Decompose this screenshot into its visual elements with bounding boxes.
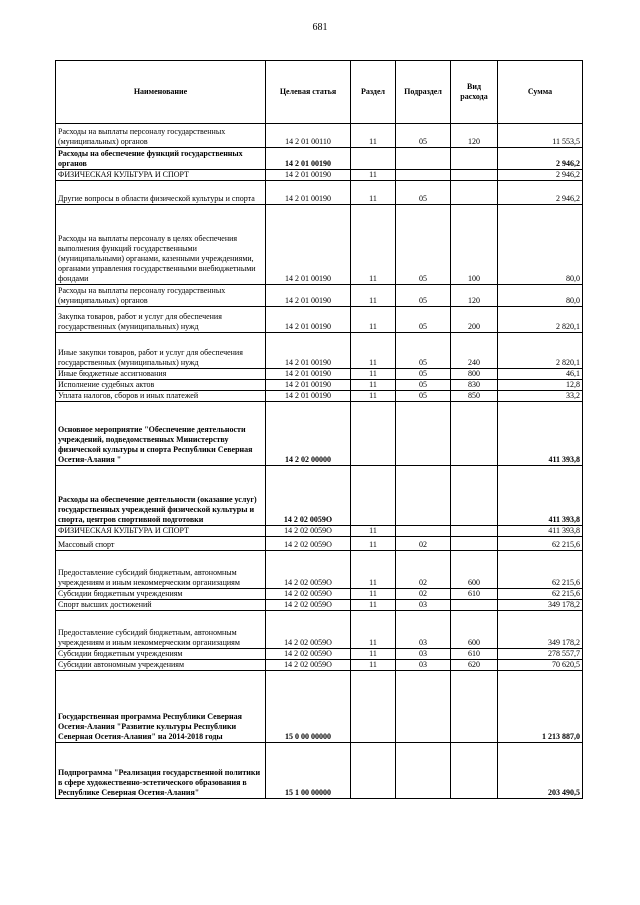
cell-subsection: 05	[396, 285, 451, 307]
cell-amount: 349 178,2	[498, 600, 583, 611]
cell-amount: 1 213 887,0	[498, 671, 583, 743]
table-header-row	[56, 61, 583, 124]
header-subsection: Подраздел	[396, 61, 451, 124]
cell-amount: 349 178,2	[498, 611, 583, 649]
cell-subsection: 05	[396, 369, 451, 380]
cell-name: Иные закупки товаров, работ и услуг для обеспечения государственных (муниципальных) нужд	[56, 333, 266, 369]
cell-section	[351, 671, 396, 743]
cell-target: 14 2 01 00190	[266, 205, 351, 285]
cell-expense-type	[451, 537, 498, 551]
cell-target: 14 2 01 00190	[266, 333, 351, 369]
cell-name: Субсидии бюджетным учреждениям	[56, 649, 266, 660]
cell-target: 14 2 01 00110	[266, 124, 351, 148]
cell-name: ФИЗИЧЕСКАЯ КУЛЬТУРА И СПОРТ	[56, 170, 266, 181]
cell-amount: 411 393,8	[498, 526, 583, 537]
cell-expense-type: 800	[451, 369, 498, 380]
cell-section	[351, 743, 396, 799]
cell-name: Массовый спорт	[56, 537, 266, 551]
cell-expense-type	[451, 466, 498, 526]
cell-amount: 46,1	[498, 369, 583, 380]
cell-expense-type	[451, 743, 498, 799]
cell-name: Спорт высших достижений	[56, 600, 266, 611]
cell-name: Исполнение судебных актов	[56, 380, 266, 391]
table-row	[56, 526, 583, 537]
cell-amount: 2 820,1	[498, 307, 583, 333]
header-amount: Сумма	[498, 61, 583, 124]
cell-expense-type: 100	[451, 205, 498, 285]
cell-section: 11	[351, 380, 396, 391]
table-row	[56, 402, 583, 466]
page-number: 681	[312, 22, 328, 33]
cell-subsection: 05	[396, 181, 451, 205]
cell-subsection: 03	[396, 611, 451, 649]
table-row	[56, 307, 583, 333]
table-row	[56, 589, 583, 600]
cell-section: 11	[351, 285, 396, 307]
cell-name: Предоставление субсидий бюджетным, автономным учреждениям и иным некоммерческим организациям	[56, 551, 266, 589]
cell-target: 15 1 00 00000	[266, 743, 351, 799]
table-row	[56, 551, 583, 589]
cell-amount: 80,0	[498, 205, 583, 285]
cell-section	[351, 466, 396, 526]
cell-amount: 11 553,5	[498, 124, 583, 148]
cell-section: 11	[351, 649, 396, 660]
cell-expense-type	[451, 402, 498, 466]
cell-section: 11	[351, 333, 396, 369]
cell-target: 14 2 02 0059О	[266, 649, 351, 660]
cell-section: 11	[351, 369, 396, 380]
cell-section: 11	[351, 589, 396, 600]
cell-subsection	[396, 526, 451, 537]
cell-subsection	[396, 671, 451, 743]
table-row	[56, 369, 583, 380]
cell-subsection: 03	[396, 600, 451, 611]
cell-target: 14 2 01 00190	[266, 380, 351, 391]
table-row	[56, 466, 583, 526]
cell-amount: 70 620,5	[498, 660, 583, 671]
cell-amount: 411 393,8	[498, 466, 583, 526]
table-row	[56, 600, 583, 611]
cell-target: 14 2 02 0059О	[266, 660, 351, 671]
cell-name: Государственная программа Республики Северная Осетия-Алания "Развитие культуры Республики Северная Осетия-Алания" на 2014-2018 годы	[56, 671, 266, 743]
cell-target: 14 2 02 0059О	[266, 466, 351, 526]
table-row	[56, 611, 583, 649]
cell-section: 11	[351, 537, 396, 551]
cell-name: ФИЗИЧЕСКАЯ КУЛЬТУРА И СПОРТ	[56, 526, 266, 537]
cell-name: Основное мероприятие "Обеспечение деятельности учреждений, подведомственных Министерству физической культуры и спорта Республики Северная Осетия-Алания "	[56, 402, 266, 466]
cell-target: 14 2 01 00190	[266, 391, 351, 402]
cell-expense-type	[451, 181, 498, 205]
cell-subsection: 05	[396, 307, 451, 333]
cell-amount: 278 557,7	[498, 649, 583, 660]
cell-section: 11	[351, 124, 396, 148]
cell-expense-type: 610	[451, 649, 498, 660]
cell-expense-type	[451, 148, 498, 170]
cell-section: 11	[351, 611, 396, 649]
table-row	[56, 671, 583, 743]
cell-subsection: 05	[396, 124, 451, 148]
cell-expense-type: 850	[451, 391, 498, 402]
cell-expense-type: 120	[451, 124, 498, 148]
cell-amount: 12,8	[498, 380, 583, 391]
cell-name: Расходы на обеспечение деятельности (оказание услуг) государственных учреждений физической культуры и спорта, центров спортивной подготовки	[56, 466, 266, 526]
cell-section: 11	[351, 181, 396, 205]
cell-name: Предоставление субсидий бюджетным, автономным учреждениям и иным некоммерческим организациям	[56, 611, 266, 649]
cell-section: 11	[351, 391, 396, 402]
table-row	[56, 537, 583, 551]
cell-name: Иные бюджетные ассигнования	[56, 369, 266, 380]
cell-name: Расходы на выплаты персоналу государственных (муниципальных) органов	[56, 285, 266, 307]
cell-amount: 62 215,6	[498, 551, 583, 589]
cell-target: 14 2 01 00190	[266, 181, 351, 205]
cell-name: Другие вопросы в области физической культуры и спорта	[56, 181, 266, 205]
cell-subsection	[396, 170, 451, 181]
cell-subsection: 02	[396, 551, 451, 589]
cell-amount: 2 820,1	[498, 333, 583, 369]
table-row	[56, 170, 583, 181]
cell-amount: 203 490,5	[498, 743, 583, 799]
table-row	[56, 660, 583, 671]
cell-target: 14 2 01 00190	[266, 285, 351, 307]
cell-section: 11	[351, 551, 396, 589]
cell-target: 14 2 01 00190	[266, 148, 351, 170]
cell-name: Расходы на выплаты персоналу государственных (муниципальных) органов	[56, 124, 266, 148]
cell-expense-type: 600	[451, 551, 498, 589]
cell-expense-type	[451, 600, 498, 611]
cell-expense-type: 600	[451, 611, 498, 649]
cell-expense-type: 830	[451, 380, 498, 391]
table-row	[56, 333, 583, 369]
cell-subsection: 05	[396, 333, 451, 369]
cell-name: Уплата налогов, сборов и иных платежей	[56, 391, 266, 402]
cell-name: Расходы на выплаты персоналу в целях обеспечения выполнения функций государственными (муниципальными) органами, казенными учреждениями, органами управления государственными внебюджетными фондами	[56, 205, 266, 285]
cell-subsection: 03	[396, 649, 451, 660]
table-row	[56, 391, 583, 402]
cell-target: 14 2 01 00190	[266, 307, 351, 333]
cell-target: 14 2 02 0059О	[266, 589, 351, 600]
cell-amount: 62 215,6	[498, 589, 583, 600]
cell-name: Расходы на обеспечение функций государственных органов	[56, 148, 266, 170]
cell-target: 15 0 00 00000	[266, 671, 351, 743]
header-section: Раздел	[351, 61, 396, 124]
cell-target: 14 2 02 0059О	[266, 537, 351, 551]
cell-subsection	[396, 148, 451, 170]
cell-target: 14 2 02 0059О	[266, 611, 351, 649]
cell-expense-type	[451, 526, 498, 537]
cell-name: Субсидии бюджетным учреждениям	[56, 589, 266, 600]
table-row	[56, 743, 583, 799]
cell-subsection: 05	[396, 205, 451, 285]
cell-subsection: 05	[396, 391, 451, 402]
cell-section: 11	[351, 600, 396, 611]
cell-subsection: 02	[396, 537, 451, 551]
cell-expense-type: 120	[451, 285, 498, 307]
cell-subsection: 05	[396, 380, 451, 391]
cell-expense-type: 200	[451, 307, 498, 333]
cell-amount: 2 946,2	[498, 148, 583, 170]
cell-amount: 411 393,8	[498, 402, 583, 466]
cell-subsection: 02	[396, 589, 451, 600]
cell-amount: 62 215,6	[498, 537, 583, 551]
table-row	[56, 205, 583, 285]
cell-target: 14 2 01 00190	[266, 369, 351, 380]
budget-table	[55, 60, 583, 799]
cell-target: 14 2 02 00000	[266, 402, 351, 466]
table-row	[56, 380, 583, 391]
cell-section: 11	[351, 170, 396, 181]
cell-name: Подпрограмма "Реализация государственной политики в сфере художественно-эстетического образования в Республике Северная Осетия-Алания"	[56, 743, 266, 799]
table-row	[56, 285, 583, 307]
cell-target: 14 2 02 0059О	[266, 551, 351, 589]
cell-section	[351, 148, 396, 170]
cell-amount: 2 946,2	[498, 170, 583, 181]
cell-amount: 80,0	[498, 285, 583, 307]
cell-target: 14 2 02 0059О	[266, 526, 351, 537]
cell-expense-type	[451, 671, 498, 743]
cell-section	[351, 402, 396, 466]
cell-expense-type: 240	[451, 333, 498, 369]
cell-expense-type	[451, 170, 498, 181]
cell-expense-type: 610	[451, 589, 498, 600]
cell-amount: 33,2	[498, 391, 583, 402]
table-row	[56, 148, 583, 170]
header-target: Целевая статья	[266, 61, 351, 124]
cell-section: 11	[351, 205, 396, 285]
cell-target: 14 2 02 0059О	[266, 600, 351, 611]
table-row	[56, 181, 583, 205]
cell-subsection	[396, 743, 451, 799]
header-name: Наименование	[56, 61, 266, 124]
cell-subsection: 03	[396, 660, 451, 671]
cell-section: 11	[351, 526, 396, 537]
table-row	[56, 124, 583, 148]
cell-expense-type: 620	[451, 660, 498, 671]
cell-section: 11	[351, 307, 396, 333]
table-row	[56, 649, 583, 660]
cell-section: 11	[351, 660, 396, 671]
cell-name: Субсидии автономным учреждениям	[56, 660, 266, 671]
cell-subsection	[396, 402, 451, 466]
cell-subsection	[396, 466, 451, 526]
cell-amount: 2 946,2	[498, 181, 583, 205]
cell-target: 14 2 01 00190	[266, 170, 351, 181]
cell-name: Закупка товаров, работ и услуг для обеспечения государственных (муниципальных) нужд	[56, 307, 266, 333]
header-expense-type: Вид расхода	[451, 61, 498, 124]
